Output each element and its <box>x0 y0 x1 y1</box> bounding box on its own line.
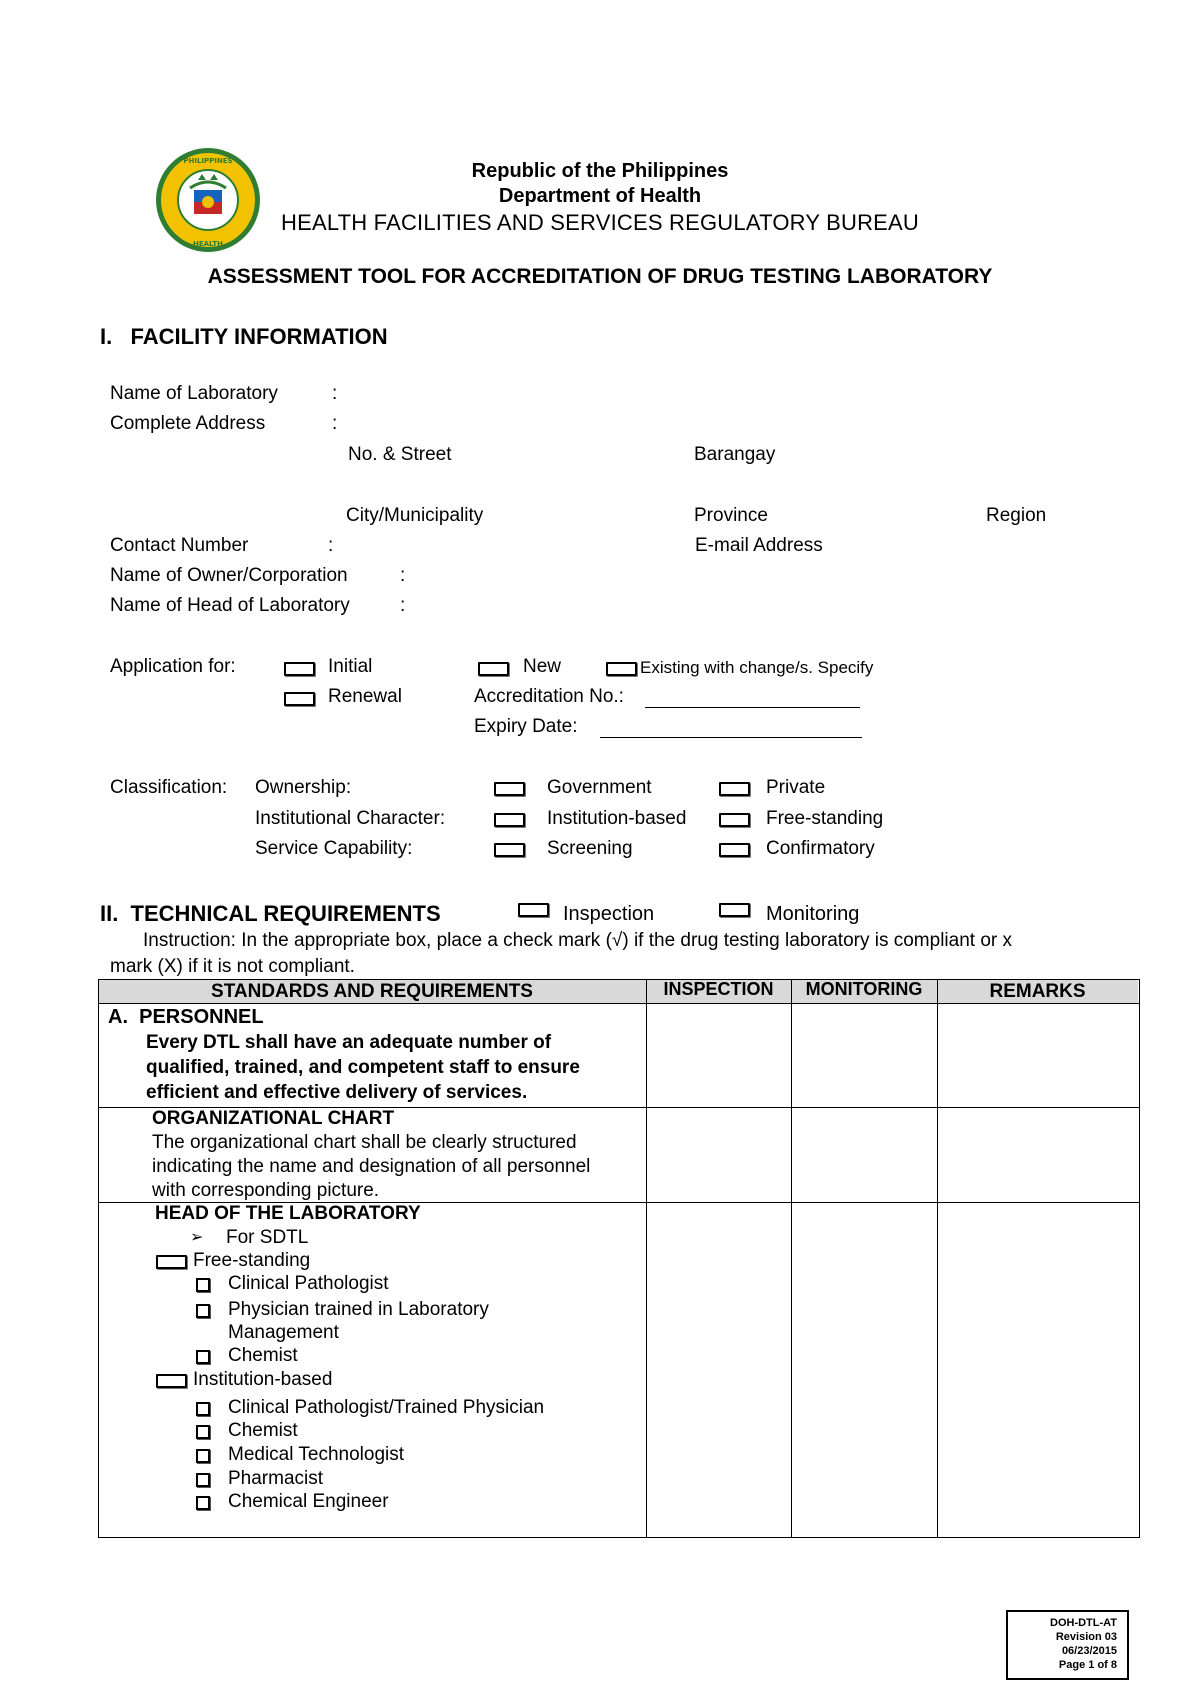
org-chart-title: ORGANIZATIONAL CHART <box>152 1108 395 1129</box>
label-owner: Name of Owner/Corporation <box>110 565 348 586</box>
checkbox-head-institution-based[interactable] <box>156 1374 187 1388</box>
accreditation-no-field[interactable] <box>645 707 860 708</box>
label-free-standing: Free-standing <box>766 808 884 829</box>
svg-text:PHILIPPINES: PHILIPPINES <box>183 157 233 165</box>
label-initial: Initial <box>328 656 373 677</box>
org-chart-text-line: with corresponding picture. <box>152 1180 380 1201</box>
label-screening: Screening <box>547 838 633 859</box>
checkbox-fs-physician-trained[interactable] <box>196 1304 210 1318</box>
label-for-sdtl: For SDTL <box>226 1227 309 1248</box>
label-ib-item: Chemical Engineer <box>228 1491 389 1512</box>
label-fs-item: Management <box>228 1322 339 1343</box>
colon: : <box>400 565 406 586</box>
header-inspection: INSPECTION <box>663 979 774 999</box>
header-department: Department of Health <box>498 185 702 207</box>
label-contact-number: Contact Number <box>110 535 249 556</box>
label-confirmatory: Confirmatory <box>766 838 875 859</box>
label-expiry-date: Expiry Date: <box>474 716 578 737</box>
label-name-of-laboratory: Name of Laboratory <box>110 383 278 404</box>
label-application-for: Application for: <box>110 656 236 677</box>
label-classification: Classification: <box>110 777 228 798</box>
label-head-institution-based: Institution-based <box>193 1369 333 1390</box>
checkbox-private[interactable] <box>719 782 750 796</box>
head-lab-title: HEAD OF THE LABORATORY <box>155 1203 421 1224</box>
checkbox-new[interactable] <box>478 662 509 676</box>
checkbox-inspection[interactable] <box>518 903 549 917</box>
label-institutional-character: Institutional Character: <box>255 808 446 829</box>
label-fs-item: Chemist <box>228 1345 298 1366</box>
header-monitoring: MONITORING <box>805 979 923 999</box>
label-monitoring: Monitoring <box>766 903 860 925</box>
label-city: City/Municipality <box>346 505 484 526</box>
label-fs-item: Physician trained in Laboratory <box>228 1299 489 1320</box>
label-new: New <box>523 656 562 677</box>
checkbox-ib-chemist[interactable] <box>196 1425 210 1439</box>
label-ib-item: Chemist <box>228 1420 298 1441</box>
header-standards: STANDARDS AND REQUIREMENTS <box>211 981 533 1002</box>
checkbox-ib-medical-technologist[interactable] <box>196 1449 210 1463</box>
header-bureau: HEALTH FACILITIES AND SERVICES REGULATORY BUREAU <box>280 210 919 235</box>
section2-heading: II. TECHNICAL REQUIREMENTS <box>100 901 441 926</box>
org-chart-text-line: The organizational chart shall be clearly structured <box>152 1132 577 1153</box>
label-fs-item: Clinical Pathologist <box>228 1273 389 1294</box>
label-ib-item: Pharmacist <box>228 1468 324 1489</box>
document-code-box <box>1006 1610 1129 1680</box>
label-government: Government <box>547 777 652 798</box>
checkbox-ib-clinical-pathologist[interactable] <box>196 1402 210 1416</box>
checkbox-screening[interactable] <box>494 843 525 857</box>
checkbox-monitoring[interactable] <box>719 903 750 917</box>
label-accreditation-no: Accreditation No.: <box>474 686 624 707</box>
doc-date: 06/23/2015 <box>1061 1645 1117 1657</box>
checkbox-ib-chemical-engineer[interactable] <box>196 1496 210 1510</box>
instruction-line-1: Instruction: In the appropriate box, place a check mark (√) if the drug testing laboratory is compliant or x <box>143 930 1013 951</box>
checkbox-initial[interactable] <box>284 662 315 676</box>
label-existing: Existing with change/s. Specify <box>640 658 874 677</box>
checkbox-institution-based[interactable] <box>494 813 525 827</box>
header-remarks: REMARKS <box>989 981 1086 1002</box>
checkbox-fs-clinical-pathologist[interactable] <box>196 1278 210 1292</box>
label-head: Name of Head of Laboratory <box>110 595 350 616</box>
colon: : <box>400 595 406 616</box>
label-region: Region <box>986 505 1047 526</box>
label-institution-based: Institution-based <box>547 808 687 829</box>
document-title: ASSESSMENT TOOL FOR ACCREDITATION OF DRUG TESTING LABORATORY <box>207 265 993 288</box>
label-service-capability: Service Capability: <box>255 838 413 859</box>
checkbox-existing[interactable] <box>606 662 637 676</box>
personnel-text-line: qualified, trained, and competent staff to ensure <box>146 1057 580 1078</box>
svg-text:HEALTH: HEALTH <box>193 240 223 248</box>
expiry-date-field[interactable] <box>600 737 862 738</box>
label-no-street: No. & Street <box>348 444 452 465</box>
checkbox-free-standing[interactable] <box>719 813 750 827</box>
checkbox-ib-pharmacist[interactable] <box>196 1473 210 1487</box>
checkbox-confirmatory[interactable] <box>719 843 750 857</box>
checkbox-head-free-standing[interactable] <box>156 1255 187 1269</box>
colon: : <box>328 535 334 556</box>
label-private: Private <box>766 777 826 798</box>
header-republic: Republic of the Philippines <box>471 160 729 182</box>
page-number: Page 1 of 8 <box>1058 1659 1117 1671</box>
label-complete-address: Complete Address <box>110 413 266 434</box>
colon: : <box>332 383 338 404</box>
section1-heading: I. FACILITY INFORMATION <box>100 324 388 349</box>
instruction-line-2: mark (X) if it is not compliant. <box>110 956 355 977</box>
checkbox-government[interactable] <box>494 782 525 796</box>
personnel-title: A. PERSONNEL <box>108 1006 264 1028</box>
arrow-bullet-icon: ➢ <box>190 1229 204 1246</box>
colon: : <box>332 413 338 434</box>
checkbox-renewal[interactable] <box>284 692 315 706</box>
checkbox-fs-chemist[interactable] <box>196 1350 210 1364</box>
label-barangay: Barangay <box>694 444 776 465</box>
label-ib-item: Medical Technologist <box>228 1444 405 1465</box>
label-province: Province <box>694 505 768 526</box>
personnel-text-line: efficient and effective delivery of services. <box>146 1082 528 1103</box>
doc-revision: Revision 03 <box>1055 1631 1117 1643</box>
label-ownership: Ownership: <box>255 777 352 798</box>
label-inspection: Inspection <box>563 903 655 925</box>
label-ib-item: Clinical Pathologist/Trained Physician <box>228 1397 545 1418</box>
label-renewal: Renewal <box>328 686 402 707</box>
org-chart-text-line: indicating the name and designation of all personnel <box>152 1156 591 1177</box>
doc-code: DOH-DTL-AT <box>1050 1617 1117 1629</box>
label-head-free-standing: Free-standing <box>193 1250 311 1271</box>
label-email: E-mail Address <box>695 535 823 556</box>
personnel-text-line: Every DTL shall have an adequate number of <box>146 1032 552 1053</box>
